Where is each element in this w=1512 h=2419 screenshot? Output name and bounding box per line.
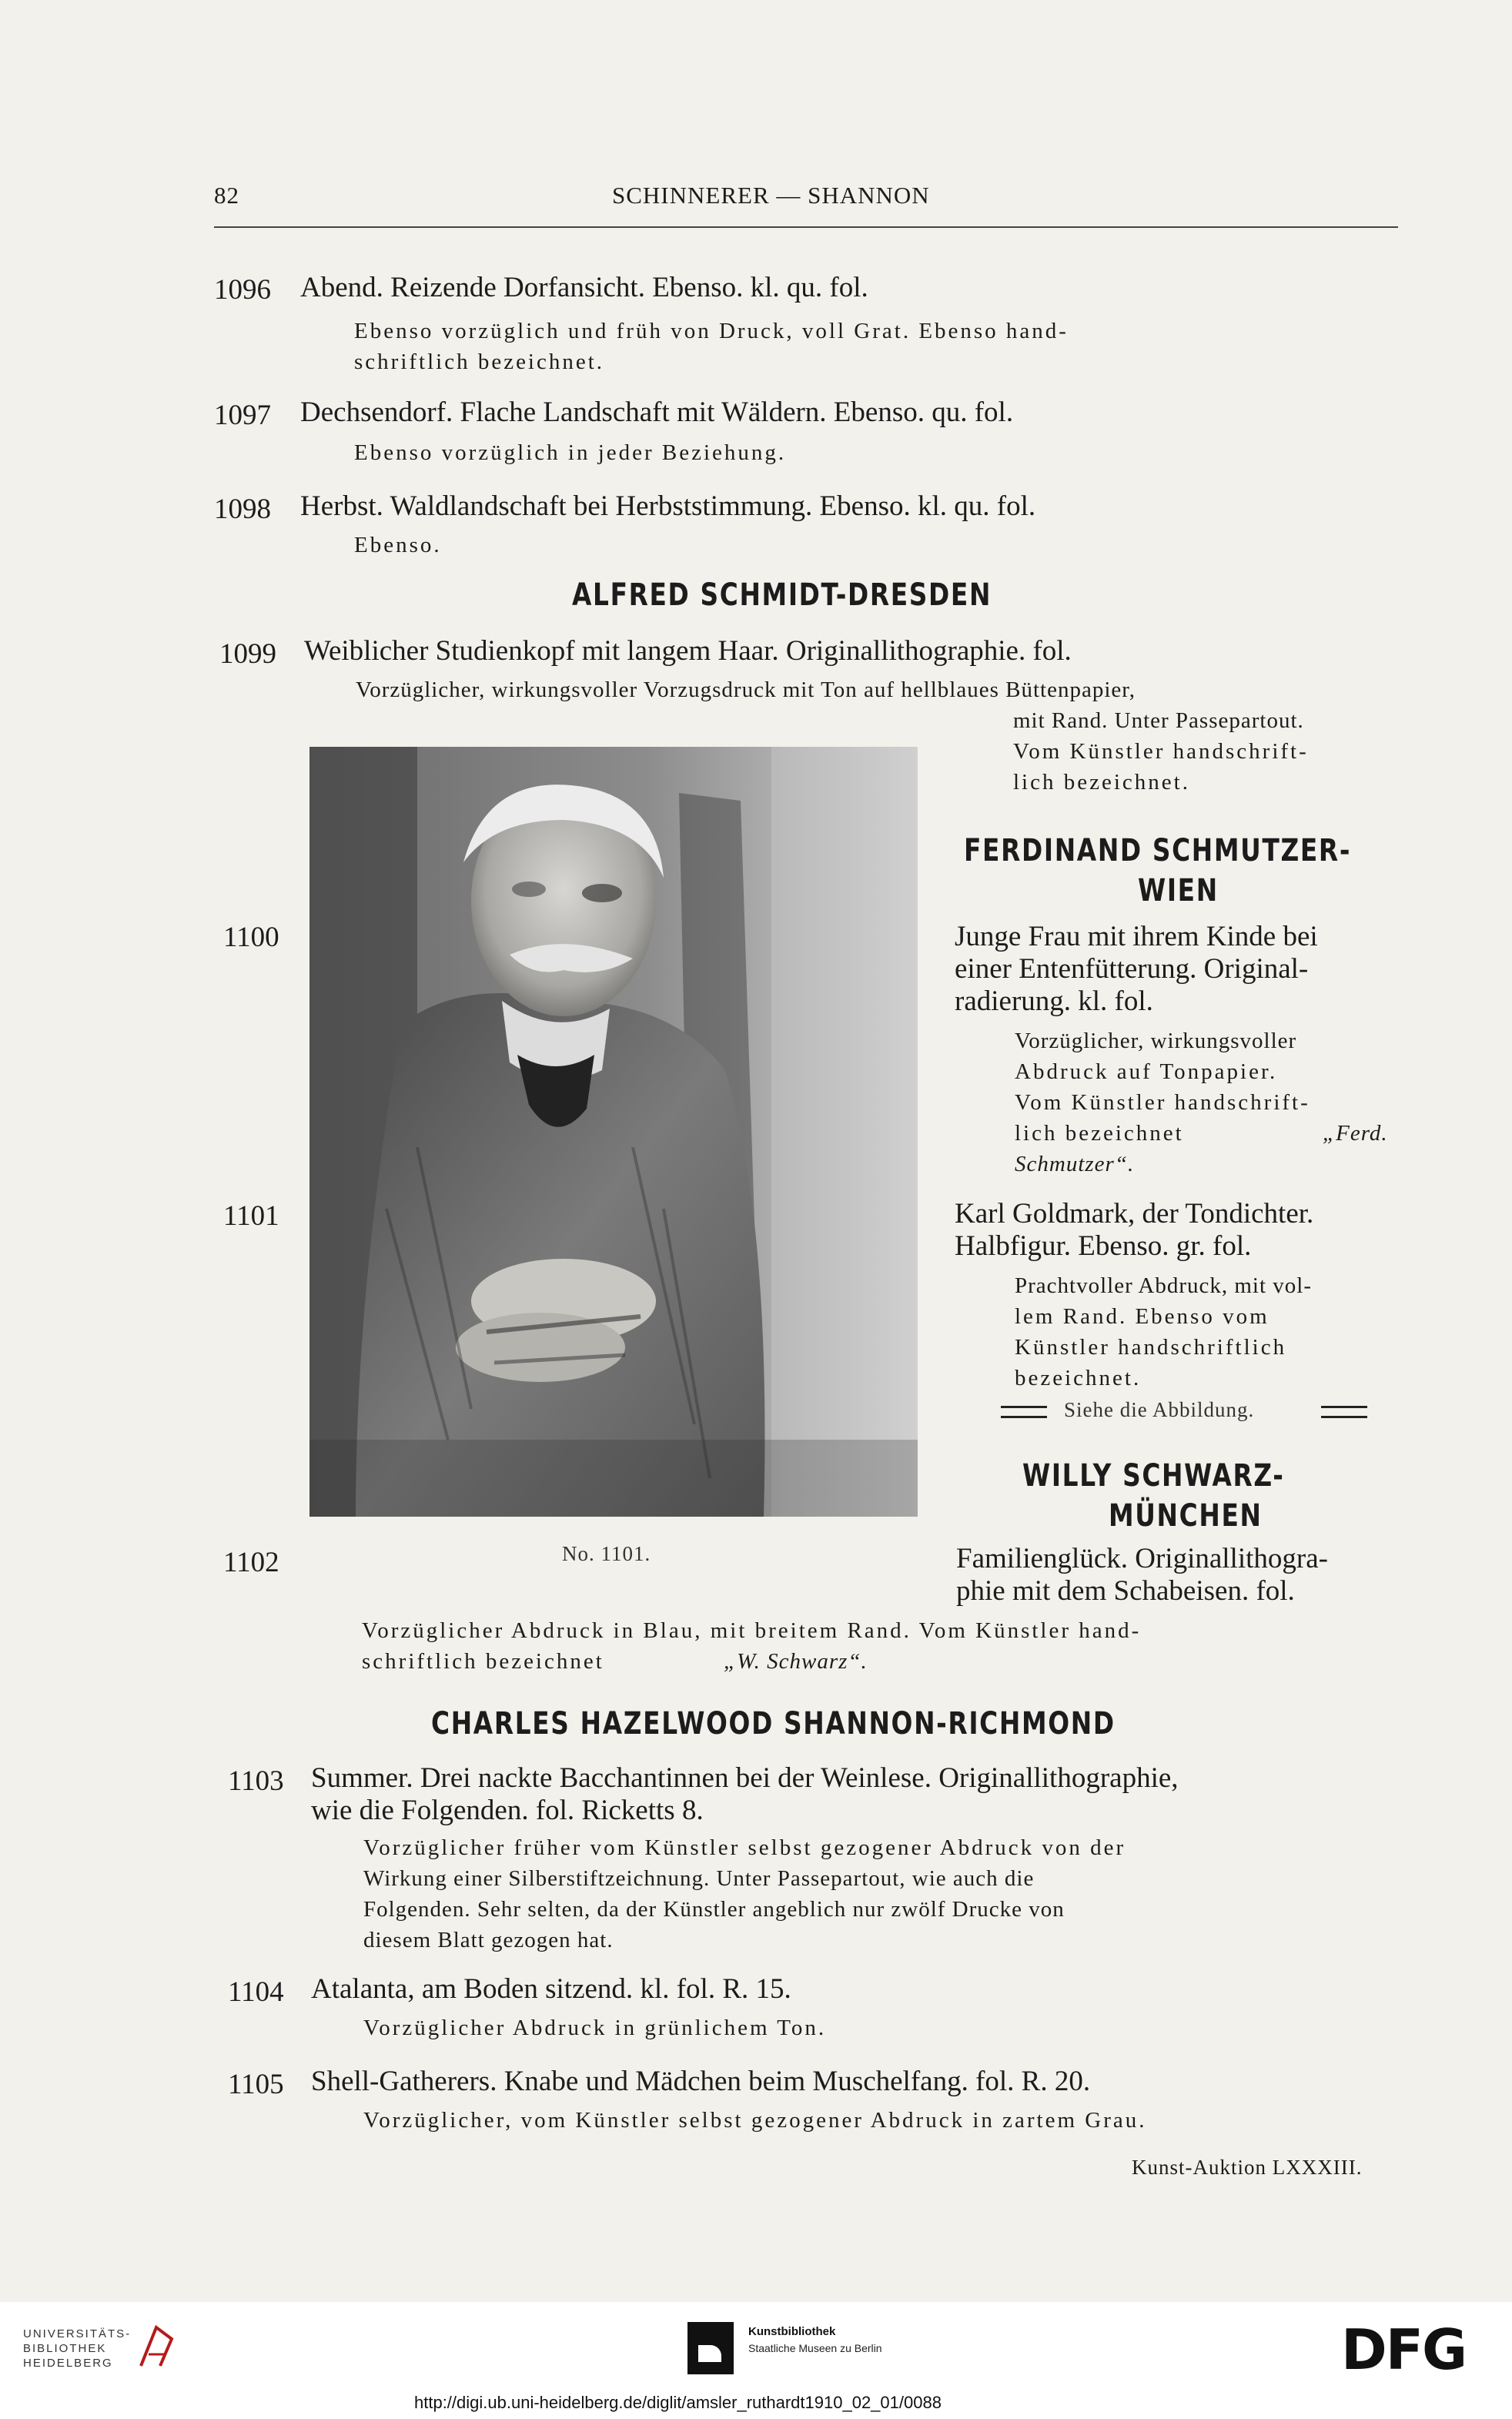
lot-title: phie mit dem Schabeisen. fol. xyxy=(956,1575,1295,1607)
lot-title: Familienglück. Originallithogra- xyxy=(956,1543,1328,1574)
lot-number: 1100 xyxy=(223,922,279,953)
permalink-url[interactable]: http://digi.ub.uni-heidelberg.de/diglit/amsler_ruthardt1910_02_01/0088 xyxy=(414,2393,942,2412)
lot-number: 1102 xyxy=(223,1547,279,1578)
lot-signature: Schmutzer“. xyxy=(1015,1152,1135,1176)
lot-description: Abdruck auf Tonpapier. xyxy=(1015,1059,1278,1084)
lot-title: Halbfigur. Ebenso. gr. fol. xyxy=(955,1230,1252,1262)
lot-description: Vorzüglicher früher vom Künstler selbst gezogener Abdruck von der xyxy=(363,1835,1126,1860)
lot-description: Künstler handschriftlich xyxy=(1015,1335,1287,1360)
lot-description: lich bezeichnet xyxy=(1015,1121,1184,1146)
lot-signature: „Ferd. xyxy=(1323,1121,1388,1146)
lot-description: Ebenso vorzüglich und früh von Druck, voll Grat. Ebenso hand- xyxy=(354,319,1069,343)
library-emblem-icon xyxy=(137,2324,176,2370)
uni-line-3: HEIDELBERG xyxy=(23,2357,113,2370)
lot-description: mit Rand. Unter Passepartout. xyxy=(1013,708,1304,733)
lot-description: Vorzüglicher Abdruck in grünlichem Ton. xyxy=(363,2016,827,2040)
lot-description: schriftlich bezeichnet. xyxy=(354,350,605,374)
lot-title: Dechsendorf. Flache Landschaft mit Wäldern. Ebenso. qu. fol. xyxy=(300,396,1014,428)
portrait-photograph xyxy=(309,747,918,1517)
decorative-rule xyxy=(1001,1406,1047,1418)
lot-description: Vom Künstler handschrift- xyxy=(1013,739,1309,764)
lot-number: 1101 xyxy=(223,1200,279,1232)
lot-description: Ebenso vorzüglich in jeder Beziehung. xyxy=(354,440,787,465)
section-heading: ALFRED SCHMIDT-DRESDEN xyxy=(572,577,992,613)
lot-description: Vom Künstler handschrift- xyxy=(1015,1090,1310,1115)
lot-number: 1099 xyxy=(219,638,276,670)
lot-description: Ebenso. xyxy=(354,533,442,557)
lot-title: Junge Frau mit ihrem Kinde bei xyxy=(955,921,1318,952)
section-heading: WILLY SCHWARZ- xyxy=(1022,1458,1285,1494)
lot-number: 1096 xyxy=(214,274,271,306)
running-title: SCHINNERER — SHANNON xyxy=(612,182,930,209)
lot-description: Wirkung einer Silberstiftzeichnung. Unter Passepartout, wie auch die xyxy=(363,1866,1035,1891)
uni-line-2: BIBLIOTHEK xyxy=(23,2342,107,2355)
section-heading: MÜNCHEN xyxy=(1109,1498,1263,1534)
section-heading: WIEN xyxy=(1138,873,1219,908)
lot-title: radierung. kl. fol. xyxy=(955,985,1153,1017)
lot-number: 1105 xyxy=(228,2069,284,2100)
kunstbibliothek-logo-icon xyxy=(687,2322,734,2374)
lot-description: Vorzüglicher, vom Künstler selbst gezogener Abdruck in zartem Grau. xyxy=(363,2108,1147,2133)
header-rule xyxy=(214,226,1398,228)
dfg-logo: DFG xyxy=(1341,2317,1467,2382)
lot-description: Vorzüglicher, wirkungsvoller xyxy=(1015,1029,1297,1053)
university-library-logo xyxy=(23,2327,131,2370)
lot-description: schriftlich bezeichnet xyxy=(362,1649,604,1674)
lot-title: Atalanta, am Boden sitzend. kl. fol. R. 15. xyxy=(311,1973,791,2005)
lot-description: lich bezeichnet. xyxy=(1013,770,1190,795)
catalog-footer: Kunst-Auktion LXXXIII. xyxy=(1132,2156,1363,2179)
lot-title: Shell-Gatherers. Knabe und Mädchen beim Muschelfang. fol. R. 20. xyxy=(311,2066,1091,2097)
lot-title: wie die Folgenden. fol. Ricketts 8. xyxy=(311,1795,704,1826)
lot-title: einer Entenfütterung. Original- xyxy=(955,953,1309,985)
lot-title: Summer. Drei nackte Bacchantinnen bei der Weinlese. Originallithographie, xyxy=(311,1762,1179,1794)
uni-line-1: UNIVERSITÄTS- xyxy=(23,2327,132,2340)
lot-description: Vorzüglicher, wirkungsvoller Vorzugsdruck mit Ton auf hellblaues Büttenpapier, xyxy=(356,678,1136,702)
lot-number: 1104 xyxy=(228,1976,284,2008)
see-illustration-note: Siehe die Abbildung. xyxy=(1064,1398,1255,1421)
lot-title: Abend. Reizende Dorfansicht. Ebenso. kl. qu. fol. xyxy=(300,272,868,303)
section-heading: CHARLES HAZELWOOD SHANNON-RICHMOND xyxy=(431,1706,1116,1741)
digitization-footer xyxy=(0,2302,1512,2419)
page-number: 82 xyxy=(214,182,239,209)
lot-number: 1098 xyxy=(214,494,271,525)
lot-description: Prachtvoller Abdruck, mit vol- xyxy=(1015,1273,1312,1298)
lot-description: Folgenden. Sehr selten, da der Künstler angeblich nur zwölf Drucke von xyxy=(363,1897,1065,1922)
lot-title: Weiblicher Studienkopf mit langem Haar. Originallithographie. fol. xyxy=(304,635,1072,667)
lot-number: 1103 xyxy=(228,1765,284,1797)
lot-description: diesem Blatt gezogen hat. xyxy=(363,1928,614,1952)
figure-caption: No. 1101. xyxy=(562,1542,651,1565)
lot-title: Karl Goldmark, der Tondichter. xyxy=(955,1198,1314,1230)
lot-description: bezeichnet. xyxy=(1015,1366,1142,1390)
section-heading: FERDINAND SCHMUTZER- xyxy=(964,833,1352,868)
lot-description: lem Rand. Ebenso vom xyxy=(1015,1304,1269,1329)
kunstbibliothek-subtitle: Staatliche Museen zu Berlin xyxy=(748,2342,882,2354)
kunstbibliothek-title: Kunstbibliothek xyxy=(748,2325,836,2338)
lot-title: Herbst. Waldlandschaft bei Herbststimmung. Ebenso. kl. qu. fol. xyxy=(300,490,1036,522)
portrait-illustration xyxy=(309,747,918,1517)
lot-number: 1097 xyxy=(214,400,271,431)
decorative-rule xyxy=(1321,1406,1367,1418)
lot-signature: „W. Schwarz“. xyxy=(724,1649,868,1674)
lot-description: Vorzüglicher Abdruck in Blau, mit breitem Rand. Vom Künstler hand- xyxy=(362,1618,1142,1643)
